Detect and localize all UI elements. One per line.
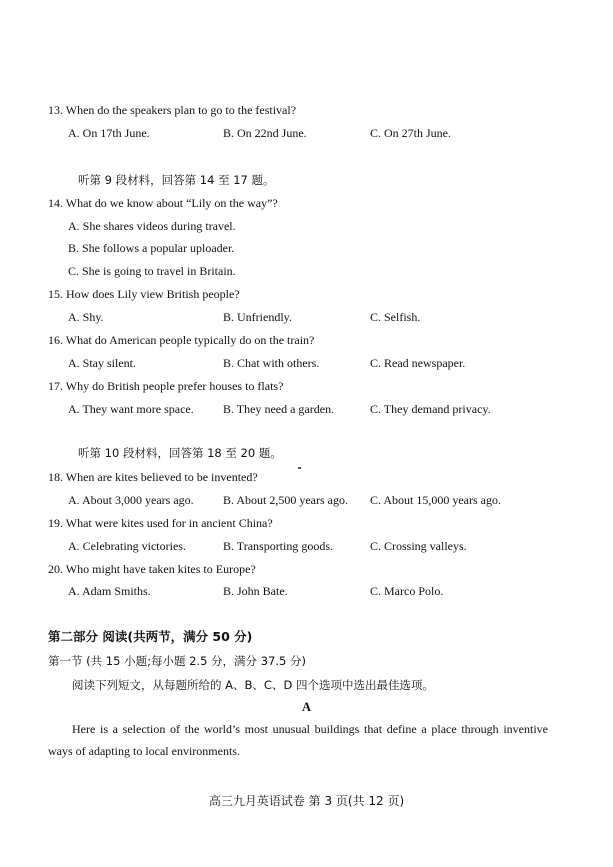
question-15-stem: 15. How does Lily view British people? <box>48 287 240 301</box>
question-20-option-a: A. Adam Smiths. <box>68 584 151 598</box>
question-16-option-a: A. Stay silent. <box>68 356 136 370</box>
question-20-stem: 20. Who might have taken kites to Europe? <box>48 562 256 576</box>
question-17-option-a: A. They want more space. <box>68 402 194 416</box>
question-18-stem: 18. When are kites believed to be invented? <box>48 470 258 484</box>
question-17-stem: 17. Why do British people prefer houses to flats? <box>48 379 284 393</box>
section-9-instruction: 听第 9 段材料，回答第 14 至 17 题。 <box>78 173 275 187</box>
question-19-option-c: C. Crossing valleys. <box>370 539 467 553</box>
question-14-stem: 14. What do we know about “Lily on the way”? <box>48 196 278 210</box>
question-19-option-b: B. Transporting goods. <box>223 539 334 553</box>
question-13-stem: 13. When do the speakers plan to go to the festival? <box>48 103 297 117</box>
question-14-option-b: B. She follows a popular uploader. <box>68 241 235 255</box>
scan-speck <box>298 467 301 469</box>
passage-letter: A <box>301 700 312 714</box>
question-17-option-b: B. They need a garden. <box>223 402 335 416</box>
question-15-option-a: A. Shy. <box>68 310 104 324</box>
question-14-option-c: C. She is going to travel in Britain. <box>68 264 236 278</box>
page-footer: 高三九月英语试卷 第 3 页(共 12 页) <box>208 794 405 808</box>
reading-instruction: 阅读下列短文，从每题所给的 A、B、C、D 四个选项中选出最佳选项。 <box>72 678 434 692</box>
question-19-stem: 19. What were kites used for in ancient China? <box>48 516 273 530</box>
question-15-option-b: B. Unfriendly. <box>223 310 292 324</box>
question-13-option-b: B. On 22nd June. <box>223 126 307 140</box>
section-10-instruction: 听第 10 段材料，回答第 18 至 20 题。 <box>78 446 282 460</box>
question-17-option-c: C. They demand privacy. <box>370 402 491 416</box>
section-1-heading: 第一节 (共 15 小题;每小题 2.5 分，满分 37.5 分) <box>48 654 306 668</box>
question-18-option-b: B. About 2,500 years ago. <box>223 493 348 507</box>
question-20-option-b: B. John Bate. <box>223 584 288 598</box>
part-2-title: 第二部分 阅读(共两节，满分 50 分) <box>48 629 253 644</box>
question-19-option-a: A. Celebrating victories. <box>68 539 186 553</box>
question-16-stem: 16. What do American people typically do on the train? <box>48 333 315 347</box>
question-13-option-a: A. On 17th June. <box>68 126 150 140</box>
question-14-option-a: A. She shares videos during travel. <box>68 219 236 233</box>
question-16-option-c: C. Read newspaper. <box>370 356 466 370</box>
passage-a-text: Here is a selection of the world’s most unusual buildings that define a place through inventive ways of adapting to local environments. <box>48 722 548 758</box>
question-16-option-b: B. Chat with others. <box>223 356 320 370</box>
question-20-option-c: C. Marco Polo. <box>370 584 444 598</box>
question-18-option-c: C. About 15,000 years ago. <box>370 493 501 507</box>
question-18-option-a: A. About 3,000 years ago. <box>68 493 194 507</box>
question-15-option-c: C. Selfish. <box>370 310 421 324</box>
question-13-option-c: C. On 27th June. <box>370 126 451 140</box>
